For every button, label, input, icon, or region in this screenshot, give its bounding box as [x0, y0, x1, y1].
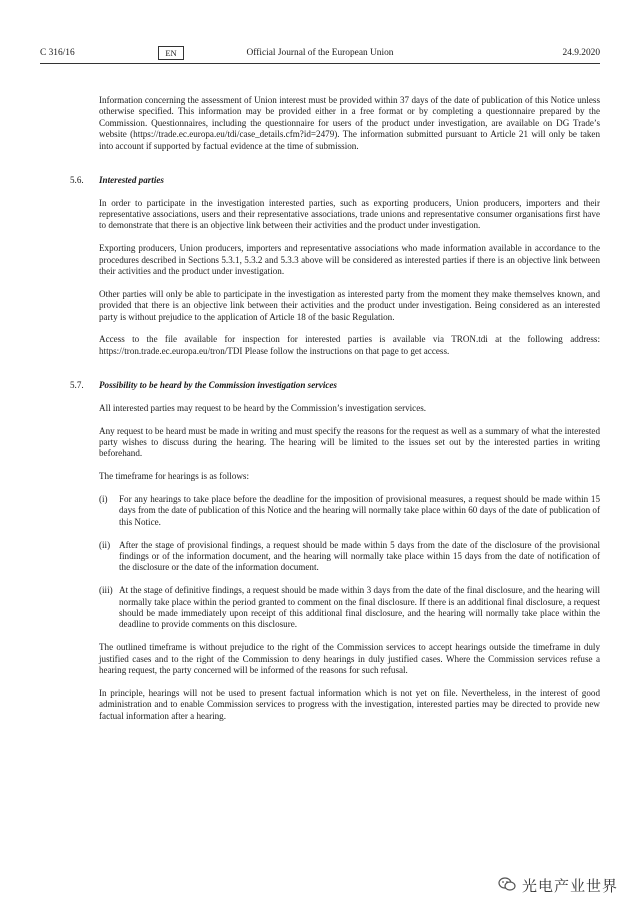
- watermark: [498, 874, 628, 896]
- journal-reference: C 316/16: [40, 48, 75, 58]
- publication-date: 24.9.2020: [562, 48, 600, 58]
- list-item: [99, 540, 600, 574]
- wechat-icon: [498, 877, 516, 891]
- paragraph: In principle, hearings will not be used to present factual information which is not yet on file. Nevertheless, in the interest of good administration and to enable Commission services to progress with the investigation, interested parties may be directed to provide new factual information after a hearing.: [99, 687, 600, 721]
- list-item-text: For any hearings to take place before the deadline for the imposition of provisional measures, a request should be made within 15 days from the date of publication of this Notice and the hearing will normally take place within 60 days of the date of publication of this Notice.: [119, 494, 600, 527]
- watermark-text: 光电产业世界: [522, 877, 619, 895]
- paragraph: The outlined timeframe is without prejudice to the right of the Commission services to accept hearings outside the timeframe in duly justified cases and to the right of the Commission to deny hearings in duly justified cases. Where the Commission services refuse a hearing request, the party concerned will be informed of the reasons for such refusal.: [99, 642, 600, 676]
- journal-title: Official Journal of the European Union: [246, 48, 394, 58]
- list-marker: (i): [99, 494, 108, 505]
- section-number: 5.6.: [70, 174, 84, 185]
- section-title: Interested parties: [99, 174, 164, 185]
- list-item: [99, 585, 600, 631]
- paragraph: The timeframe for hearings is as follows:: [99, 471, 250, 482]
- paragraph: Other parties will only be able to participate in the investigation as interested party from the moment they make themselves known, and provided that there is an objective link between their activities and the product under investigation. Being considered as an interested party is without prejudice to the application of Article 18 of the basic Regulation.: [99, 288, 600, 322]
- paragraph: In order to participate in the investigation interested parties, such as exporting producers, Union producers, importers and their representative associations, users and their representative associations, trade unions and representative consumer organisations first have to demonstrate that there is an objective link between their activities and the product under investigation.: [99, 197, 600, 231]
- list-item-text: At the stage of definitive findings, a request should be made within 3 days from the date of the final disclosure, and the hearing will normally take place within the period granted to comment on the final disclosure. If there is an additional final disclosure, a request should be made immediately upon receipt of this additional final disclosure, and the hearing will normally take place within the deadline to provide comments on this disclosure.: [119, 585, 600, 630]
- paragraph: Any request to be heard must be made in writing and must specify the reasons for the request as well as a summary of what the interested party wishes to discuss during the hearing. The hearing will be limited to the issues set out by the interested parties in writing beforehand.: [99, 425, 600, 459]
- section-heading-5-7: [40, 380, 600, 391]
- language-badge: EN: [158, 46, 184, 60]
- intro-paragraph: Information concerning the assessment of Union interest must be provided within 37 days of the date of publication of this Notice unless otherwise specified. This information may be provided either in a free format or by completing a questionnaire prepared by the Commission. Questionnaires, including the questionnaire for users of the product under investigation, are available on DG Trade’s website (https://trade.ec.europa.eu/tdi/case_details.cfm?id=2479). The information submitted pursuant to Article 21 will only be taken into account if supported by factual evidence at the time of submission.: [99, 95, 600, 151]
- section-heading-5-6: [40, 175, 600, 186]
- header-rule: [40, 63, 600, 64]
- list-item: [99, 494, 600, 528]
- list-marker: (iii): [99, 585, 113, 596]
- section-number: 5.7.: [70, 380, 84, 391]
- paragraph: All interested parties may request to be heard by the Commission’s investigation services.: [99, 402, 427, 413]
- paragraph: Exporting producers, Union producers, importers and representative associations who made information available in accordance to the procedures described in Sections 5.3.1, 5.3.2 and 5.3.3 above will be considered as interested parties if there is an objective link between their activities and the product under investigation.: [99, 243, 600, 277]
- document-body: [40, 95, 600, 733]
- list-item-text: After the stage of provisional findings, a request should be made within 5 days from the date of the disclosure of the provisional findings or of the information document, and the hearing will normally take place within 15 days from the date of notification of the disclosure or the date of the information document.: [119, 539, 600, 573]
- section-title: Possibility to be heard by the Commission investigation services: [99, 380, 337, 391]
- list-marker: (ii): [99, 539, 111, 550]
- paragraph: Access to the file available for inspection for interested parties is available via TRON.tdi at the following address: https://tron.trade.ec.europa.eu/tron/TDI Please follow the instructions on that page to get access.: [99, 334, 600, 356]
- page-header: [40, 46, 600, 62]
